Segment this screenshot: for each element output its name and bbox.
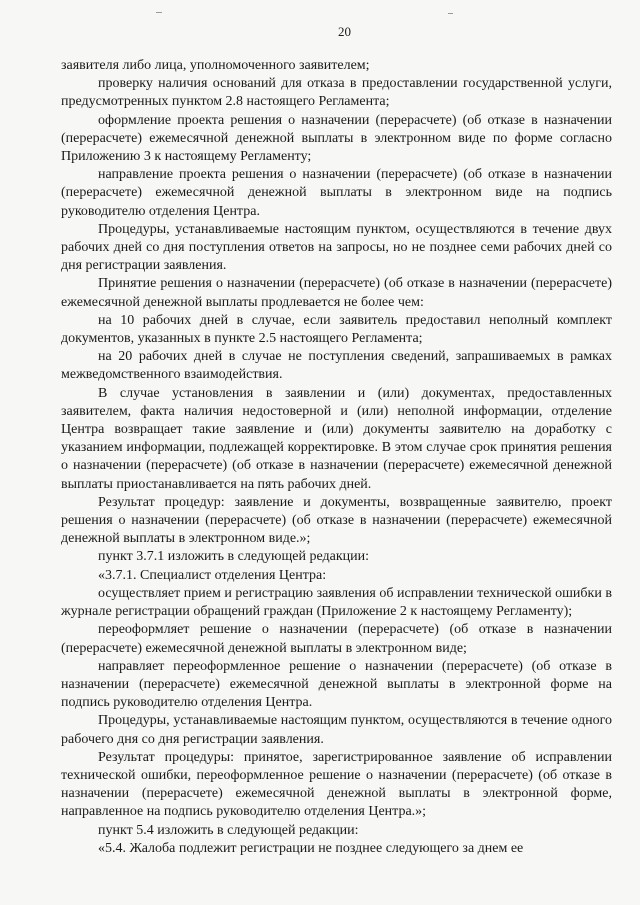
paragraph: Результат процедуры: принятое, зарегистрированное заявление об исправлении технической ошибки, переоформленное решение о назначении (перерасчете) (об отказе в назначении (перерасчете) ежемесячной денежной выплаты в электронной форме, направленное на подпись руководителю отделения Центра.»; xyxy=(61,749,612,820)
page-number: 20 xyxy=(338,24,351,39)
paragraph: пункт 3.7.1 изложить в следующей редакции: xyxy=(98,549,369,565)
paragraph: «3.7.1. Специалист отделения Центра: xyxy=(98,567,327,583)
paragraph: пункт 5.4 изложить в следующей редакции: xyxy=(98,822,359,838)
scan-artifact xyxy=(448,13,453,14)
paragraph: Принятие решения о назначении (перерасчете) (об отказе в назначении (перерасчете) ежемесячной денежной выплаты продлевается не более чем: xyxy=(61,276,612,310)
paragraph: Результат процедур: заявление и документы, возвращенные заявителю, проект решения о назначении (перерасчете) (об отказе в назначении (перерасчете) ежемесячной денежной выплаты в электронном виде.»; xyxy=(61,494,612,547)
paragraph: оформление проекта решения о назначении (перерасчете) (об отказе в назначении (перерасчете) ежемесячной денежной выплаты в электронном виде по форме согласно Приложению 3 к настоящему Регламенту; xyxy=(61,112,612,165)
paragraph: направление проекта решения о назначении (перерасчете) (об отказе в назначении (перерасчете) ежемесячной денежной выплаты в электронном виде на подпись руководителю отделения Центра. xyxy=(61,167,612,219)
paragraph: «5.4. Жалоба подлежит регистрации не позднее следующего за днем ее xyxy=(98,840,524,856)
body-text xyxy=(61,57,612,858)
paragraph: на 20 рабочих дней в случае не поступления сведений, запрашиваемых в рамках межведомственного взаимодействия. xyxy=(61,349,612,383)
paragraph: направляет переоформленное решение о назначении (перерасчете) (об отказе в назначении (перерасчете) ежемесячной денежной выплаты в электронной форме на подпись руководителю отделения Центра. xyxy=(61,658,612,711)
paragraph: заявителя либо лица, уполномоченного заявителем; xyxy=(61,58,370,73)
paragraph: Процедуры, устанавливаемые настоящим пунктом, осуществляются в течение одного рабочего дня со дня регистрации заявления. xyxy=(61,713,612,747)
paragraph: проверку наличия оснований для отказа в предоставлении государственной услуги, предусмотренных пунктом 2.8 настоящего Регламента; xyxy=(61,76,612,110)
scan-artifact xyxy=(156,12,162,13)
paragraph: на 10 рабочих дней в случае, если заявитель предоставил неполный комплект документов, указанных в пункте 2.5 настоящего Регламента; xyxy=(61,312,612,347)
paragraph: осуществляет прием и регистрацию заявления об исправлении технической ошибки в журнале регистрации обращений граждан (Приложение 2 к настоящему Регламенту); xyxy=(61,585,612,620)
paragraph: переоформляет решение о назначении (перерасчете) (об отказе в назначении (перерасчете) ежемесячной денежной выплаты в электронном виде; xyxy=(61,622,612,656)
paragraph: В случае установления в заявлении и (или) документах, предоставленных заявителем, факта наличия недостоверной и (или) неполной информации, отделение Центра возвращает такие заявление и (или) документы заявителю на доработку с указанием информации, подлежащей корректировке. В этом случае срок принятия решения о назначении (перерасчете) (об отказе в назначении (перерасчете) ежемесячной денежной выплаты приостанавливается на пять рабочих дней. xyxy=(61,385,612,492)
paragraph: Процедуры, устанавливаемые настоящим пунктом, осуществляются в течение двух рабочих дней со дня поступления ответов на запросы, но не позднее семи рабочих дней со дня регистрации заявления. xyxy=(61,221,612,274)
